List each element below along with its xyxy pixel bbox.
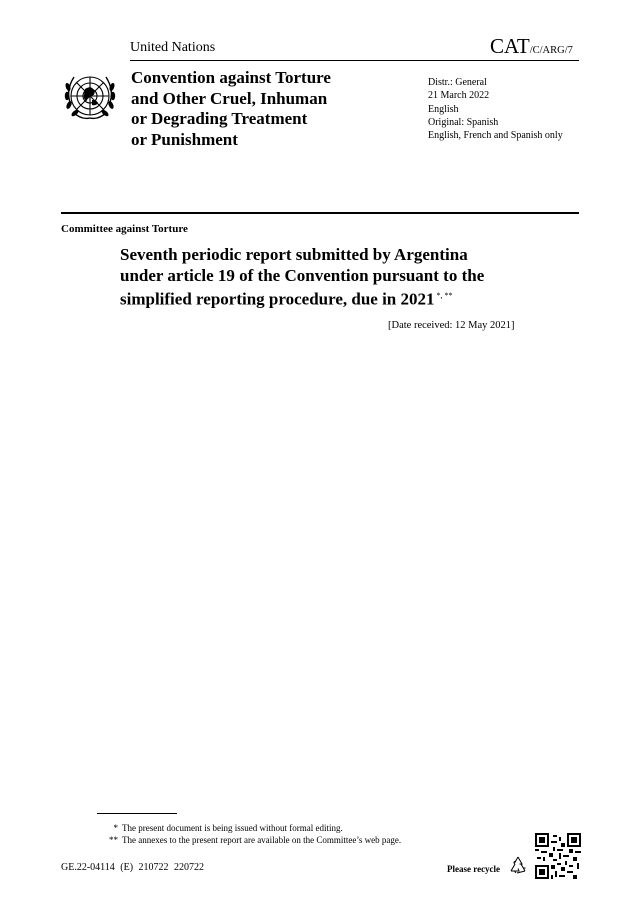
report-title-line: Seventh periodic report submitted by Argentina bbox=[120, 245, 468, 264]
footnote-reference: *, ** bbox=[436, 291, 453, 300]
report-title bbox=[120, 245, 540, 310]
report-title-line bbox=[120, 286, 540, 310]
org-name: United Nations bbox=[130, 40, 216, 55]
footnote-mark: ** bbox=[109, 835, 118, 845]
footnote bbox=[100, 822, 401, 834]
date-received: [Date received: 12 May 2021] bbox=[388, 320, 515, 331]
distribution-line: Distr.: General bbox=[428, 77, 487, 88]
recycle-icon bbox=[507, 854, 529, 876]
footnote-text: The annexes to the present report are available on the Committee’s web page. bbox=[122, 835, 402, 845]
convention-title-line: Convention against Torture bbox=[131, 68, 331, 87]
report-title-line: under article 19 of the Convention pursuant to the bbox=[120, 265, 485, 285]
footnote-text: The present document is being issued without formal editing. bbox=[122, 823, 343, 833]
convention-title bbox=[131, 68, 401, 150]
footnote-rule bbox=[97, 813, 177, 814]
report-title-line-text: simplified reporting procedure, due in 2021 bbox=[120, 289, 435, 309]
distribution-line: Original: Spanish bbox=[428, 116, 499, 128]
header-rule bbox=[130, 60, 579, 61]
document-symbol bbox=[490, 34, 573, 59]
section-rule bbox=[61, 212, 579, 214]
footnote bbox=[100, 834, 401, 846]
footnotes bbox=[100, 822, 401, 846]
job-number: GE.22-04114 (E) 210722 220722 bbox=[61, 862, 205, 873]
qr-code-icon bbox=[535, 833, 581, 879]
distribution-date: 21 March 2022 bbox=[428, 90, 490, 102]
distribution-block bbox=[428, 76, 563, 142]
distribution-line: English bbox=[428, 103, 459, 115]
convention-title-line: or Degrading Treatment bbox=[131, 109, 308, 128]
convention-title-line: and Other Cruel, Inhuman bbox=[131, 88, 328, 108]
distribution-line: English, French and Spanish only bbox=[428, 130, 563, 142]
symbol-suffix: /C/ARG/7 bbox=[529, 45, 573, 56]
un-emblem-icon bbox=[61, 67, 119, 125]
symbol-main: CAT bbox=[490, 34, 530, 58]
footnote-mark: * bbox=[113, 823, 118, 833]
committee-name: Committee against Torture bbox=[61, 223, 188, 235]
recycle-label: Please recycle bbox=[447, 864, 501, 874]
convention-title-line: or Punishment bbox=[131, 129, 238, 149]
